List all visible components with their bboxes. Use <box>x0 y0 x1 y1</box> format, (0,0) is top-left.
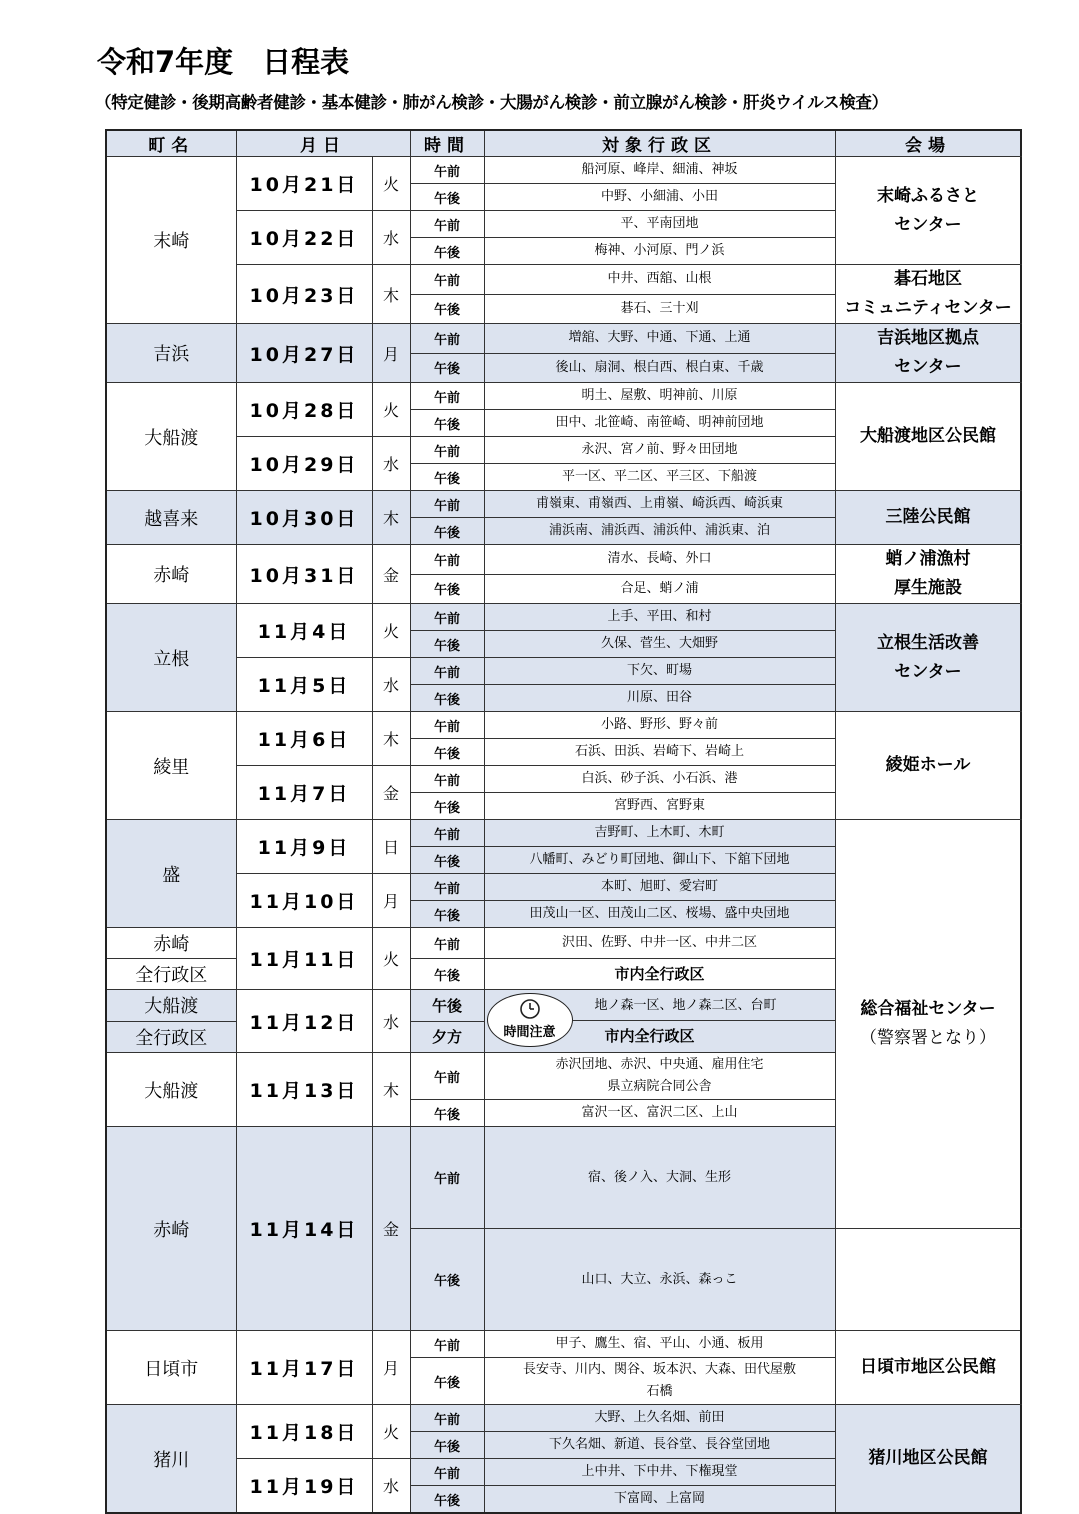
dow-cell: 水 <box>372 990 410 1053</box>
town-cell: 綾里 <box>106 712 236 820</box>
dow-cell: 金 <box>372 766 410 820</box>
table-row <box>106 383 1021 410</box>
date-cell: 11月18日 <box>236 1405 372 1459</box>
area-cell: 平、平南団地 <box>484 211 835 238</box>
town-cell: 全行政区 <box>106 959 236 990</box>
date-cell: 11月10日 <box>236 874 372 928</box>
time-cell: 午前 <box>410 1331 484 1358</box>
time-cell: 午後 <box>410 793 484 820</box>
venue-cell: 末崎ふるさと センター <box>835 157 1021 265</box>
area-cell: 本町、旭町、愛宕町 <box>484 874 835 901</box>
area-cell: 上手、平田、和村 <box>484 604 835 631</box>
time-cell: 午前 <box>410 1127 484 1229</box>
time-cell: 午後 <box>410 1229 484 1331</box>
time-cell: 午後 <box>410 184 484 211</box>
date-cell: 11月12日 <box>236 990 372 1053</box>
time-cell: 午後 <box>410 631 484 658</box>
header-area: 対象行政区 <box>484 130 835 157</box>
dow-cell: 火 <box>372 928 410 990</box>
dow-cell: 日 <box>372 820 410 874</box>
date-cell: 11月9日 <box>236 820 372 874</box>
time-cell: 夕方 <box>410 1021 484 1053</box>
area-text: 地ノ森一区、地ノ森二区、台町 <box>594 998 777 1013</box>
area-cell: 沢田、佐野、中井一区、中井二区 <box>484 928 835 959</box>
page-subtitle: （特定健診・後期高齢者健診・基本健診・肺がん検診・大腸がん検診・前立腺がん検診・肝炎ウイルス検査） <box>95 93 888 112</box>
time-cell: 午後 <box>410 353 484 383</box>
time-cell: 午前 <box>410 604 484 631</box>
date-cell: 10月28日 <box>236 383 372 437</box>
time-cell: 午後 <box>410 464 484 491</box>
area-cell: 山口、大立、永浜、森っこ <box>484 1229 835 1331</box>
area-cell: 下久名畑、新道、長谷堂、長谷堂団地 <box>484 1432 835 1459</box>
area-cell: 宮野西、宮野東 <box>484 793 835 820</box>
time-cell: 午前 <box>410 545 484 575</box>
header-date: 月日 <box>236 130 410 157</box>
town-cell: 立根 <box>106 604 236 712</box>
town-cell: 大船渡 <box>106 990 236 1022</box>
time-caution-badge <box>487 993 573 1047</box>
time-caution-text: 時間注意 <box>503 1025 556 1040</box>
town-cell: 大船渡 <box>106 1053 236 1127</box>
area-cell: 小路、野形、野々前 <box>484 712 835 739</box>
header-venue: 会場 <box>835 130 1021 157</box>
time-cell: 午前 <box>410 491 484 518</box>
time-cell: 午前 <box>410 157 484 184</box>
dow-cell: 火 <box>372 1405 410 1459</box>
town-cell: 吉浜 <box>106 324 236 383</box>
header-time: 時間 <box>410 130 484 157</box>
venue-cell: 綾姫ホール <box>835 712 1021 820</box>
date-cell: 11月7日 <box>236 766 372 820</box>
dow-cell: 火 <box>372 157 410 211</box>
time-cell: 午前 <box>410 1405 484 1432</box>
town-cell: 末崎 <box>106 157 236 324</box>
date-cell: 11月6日 <box>236 712 372 766</box>
area-cell: 市内全行政区 <box>484 959 835 990</box>
area-cell: 宿、後ノ入、大洞、生形 <box>484 1127 835 1229</box>
area-cell: 白浜、砂子浜、小石浜、港 <box>484 766 835 793</box>
date-cell: 10月21日 <box>236 157 372 211</box>
venue-cell: 猪川地区公民館 <box>835 1405 1021 1514</box>
area-cell: 永沢、宮ノ前、野々田団地 <box>484 437 835 464</box>
date-cell: 10月22日 <box>236 211 372 265</box>
town-cell: 越喜来 <box>106 491 236 545</box>
date-cell: 11月17日 <box>236 1331 372 1405</box>
time-cell: 午前 <box>410 766 484 793</box>
area-cell: 八幡町、みどり町団地、御山下、下舘下団地 <box>484 847 835 874</box>
venue-cell: 立根生活改善 センター <box>835 604 1021 712</box>
date-cell: 11月14日 <box>236 1127 372 1331</box>
dow-cell: 水 <box>372 658 410 712</box>
table-row <box>106 604 1021 631</box>
date-cell: 11月4日 <box>236 604 372 658</box>
date-cell: 10月31日 <box>236 545 372 604</box>
dow-cell: 木 <box>372 712 410 766</box>
dow-cell: 月 <box>372 1331 410 1405</box>
venue-cell: 蛸ノ浦漁村 厚生施設 <box>835 545 1021 604</box>
dow-cell: 月 <box>372 324 410 383</box>
town-cell: 全行政区 <box>106 1021 236 1053</box>
page-title: 令和7年度 日程表 <box>97 45 350 79</box>
venue-cell: 大船渡地区公民館 <box>835 383 1021 491</box>
table-row <box>106 157 1021 184</box>
time-cell: 午後 <box>410 685 484 712</box>
date-cell: 11月5日 <box>236 658 372 712</box>
area-cell: 碁石、三十刈 <box>484 294 835 324</box>
time-cell: 午前 <box>410 874 484 901</box>
table-row <box>106 1331 1021 1358</box>
town-cell: 猪川 <box>106 1405 236 1514</box>
town-cell: 大船渡 <box>106 383 236 491</box>
area-cell: 浦浜南、浦浜西、浦浜仲、浦浜東、泊 <box>484 518 835 545</box>
area-cell <box>484 990 835 1053</box>
dow-cell: 木 <box>372 265 410 324</box>
town-cell: 赤崎 <box>106 545 236 604</box>
area-cell: 富沢一区、富沢二区、上山 <box>484 1100 835 1127</box>
dow-cell: 火 <box>372 383 410 437</box>
area-cell: 明土、屋敷、明神前、川原 <box>484 383 835 410</box>
area-cell: 下欠、町場 <box>484 658 835 685</box>
area-cell: 吉野町、上木町、木町 <box>484 820 835 847</box>
time-cell: 午後 <box>410 1432 484 1459</box>
time-cell: 午後 <box>410 518 484 545</box>
dow-cell: 月 <box>372 874 410 928</box>
area-cell: 上中井、下中井、下権現堂 <box>484 1459 835 1486</box>
time-cell: 午前 <box>410 211 484 238</box>
area-cell: 長安寺、川内、関谷、坂本沢、大森、田代屋敷 石橋 <box>484 1358 835 1405</box>
table-row <box>106 324 1021 354</box>
time-cell: 午前 <box>410 928 484 959</box>
header-town: 町名 <box>106 130 236 157</box>
town-cell: 日頃市 <box>106 1331 236 1405</box>
time-cell: 午後 <box>410 847 484 874</box>
area-cell: 平一区、平二区、平三区、下船渡 <box>484 464 835 491</box>
table-row <box>106 1405 1021 1432</box>
dow-cell: 金 <box>372 1127 410 1331</box>
area-cell: 合足、蛸ノ浦 <box>484 574 835 604</box>
time-cell: 午後 <box>410 238 484 265</box>
date-cell: 10月29日 <box>236 437 372 491</box>
time-cell: 午前 <box>410 383 484 410</box>
area-cell: 甫嶺東、甫嶺西、上甫嶺、崎浜西、崎浜東 <box>484 491 835 518</box>
time-cell: 午前 <box>410 265 484 295</box>
table-row <box>106 712 1021 739</box>
area-cell: 赤沢団地、赤沢、中央通、雇用住宅 県立病院合同公舎 <box>484 1053 835 1100</box>
clock-icon <box>519 998 541 1020</box>
town-cell: 赤崎 <box>106 928 236 959</box>
dow-cell: 木 <box>372 1053 410 1127</box>
time-cell: 午後 <box>410 410 484 437</box>
time-cell: 午後 <box>410 294 484 324</box>
area-cell: 梅神、小河原、門ノ浜 <box>484 238 835 265</box>
area-cell: 久保、菅生、大畑野 <box>484 631 835 658</box>
area-cell: 増舘、大野、中通、下通、上通 <box>484 324 835 354</box>
area-cell: 下富岡、上富岡 <box>484 1486 835 1514</box>
time-cell: 午前 <box>410 1459 484 1486</box>
area-cell: 甲子、鷹生、宿、平山、小通、板用 <box>484 1331 835 1358</box>
time-cell: 午前 <box>410 437 484 464</box>
dow-cell: 木 <box>372 491 410 545</box>
time-cell: 午後 <box>410 959 484 990</box>
time-cell: 午後 <box>410 574 484 604</box>
area-cell: 川原、田谷 <box>484 685 835 712</box>
area-cell: 石浜、田浜、岩崎下、岩崎上 <box>484 739 835 766</box>
time-cell: 午後 <box>410 1486 484 1514</box>
venue-cell: 総合福祉センター （警察署となり） <box>835 820 1021 1229</box>
time-cell: 午後 <box>410 901 484 928</box>
date-cell: 10月23日 <box>236 265 372 324</box>
time-cell: 午後 <box>410 1100 484 1127</box>
date-cell: 10月30日 <box>236 491 372 545</box>
dow-cell: 火 <box>372 604 410 658</box>
schedule-table <box>105 129 1022 1514</box>
town-cell: 赤崎 <box>106 1127 236 1331</box>
table-row <box>106 545 1021 575</box>
date-cell: 11月19日 <box>236 1459 372 1514</box>
venue-cell: 吉浜地区拠点 センター <box>835 324 1021 383</box>
area-cell: 中野、小細浦、小田 <box>484 184 835 211</box>
time-cell: 午前 <box>410 1053 484 1100</box>
time-cell: 午後 <box>410 739 484 766</box>
table-row <box>106 265 1021 295</box>
area-cell: 田中、北笹崎、南笹崎、明神前団地 <box>484 410 835 437</box>
area-cell: 大野、上久名畑、前田 <box>484 1405 835 1432</box>
area-cell: 中井、西舘、山根 <box>484 265 835 295</box>
venue-cell: 碁石地区 コミュニティセンター <box>835 265 1021 324</box>
area-cell: 田茂山一区、田茂山二区、桜場、盛中央団地 <box>484 901 835 928</box>
table-row <box>106 491 1021 518</box>
dow-cell: 水 <box>372 437 410 491</box>
area-text: 市内全行政区 <box>604 1027 695 1045</box>
date-cell: 11月11日 <box>236 928 372 990</box>
dow-cell: 水 <box>372 211 410 265</box>
venue-cell: 日頃市地区公民館 <box>835 1331 1021 1405</box>
time-cell: 午後 <box>410 990 484 1022</box>
area-cell: 船河原、峰岸、細浦、神坂 <box>484 157 835 184</box>
dow-cell: 金 <box>372 545 410 604</box>
area-cell: 清水、長崎、外口 <box>484 545 835 575</box>
date-cell: 10月27日 <box>236 324 372 383</box>
date-cell: 11月13日 <box>236 1053 372 1127</box>
table-header-row <box>106 130 1021 157</box>
time-cell: 午前 <box>410 820 484 847</box>
time-cell: 午後 <box>410 1358 484 1405</box>
town-cell: 盛 <box>106 820 236 928</box>
table-row <box>106 820 1021 847</box>
time-cell: 午前 <box>410 324 484 354</box>
dow-cell: 水 <box>372 1459 410 1514</box>
time-cell: 午前 <box>410 658 484 685</box>
venue-cell: 三陸公民館 <box>835 491 1021 545</box>
time-cell: 午前 <box>410 712 484 739</box>
area-cell: 後山、扇洞、根白西、根白東、千歳 <box>484 353 835 383</box>
